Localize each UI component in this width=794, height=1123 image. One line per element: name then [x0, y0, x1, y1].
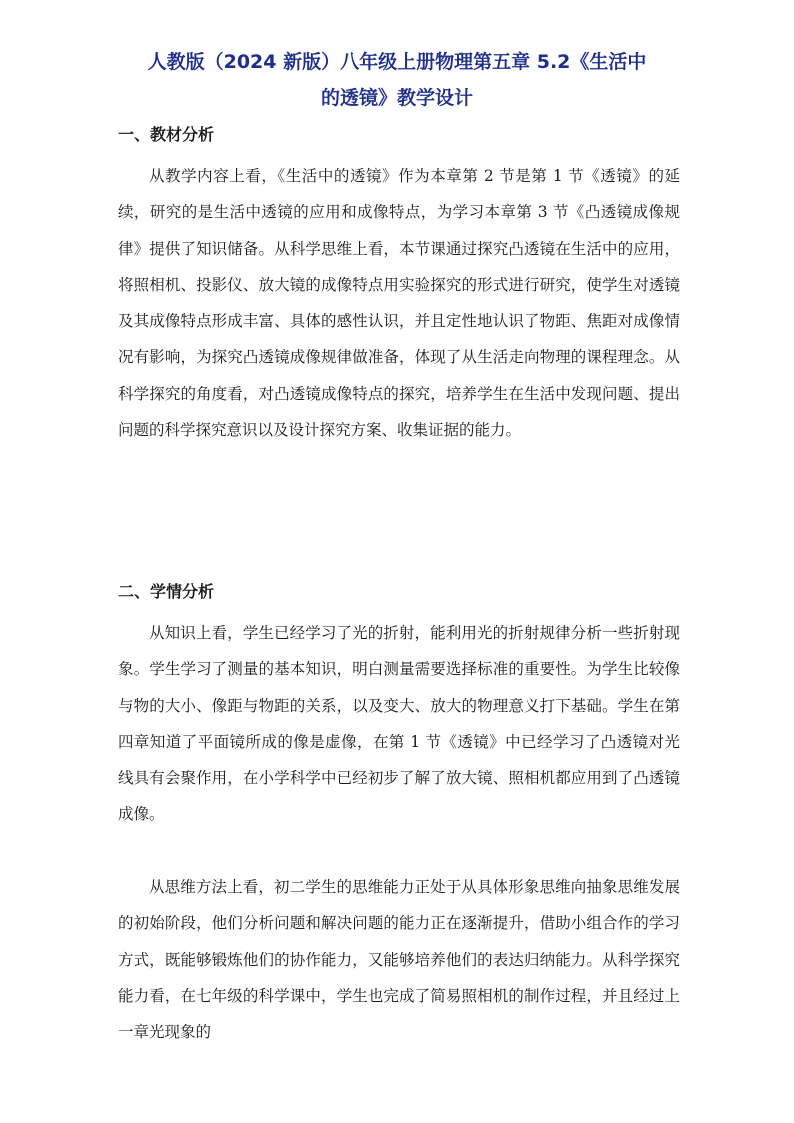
section-heading-student-analysis: 二、学情分析 — [118, 582, 215, 601]
document-title-line-2: 的透镜》教学设计 — [320, 87, 473, 109]
document-title-line-1: 人教版（2024 新版）八年级上册物理第五章 5.2《生活中 — [147, 51, 647, 73]
paragraph-student-knowledge: 从知识上看，学生已经学习了光的折射，能利用光的折射规律分析一些折射现象。学生学习了测量的基本知识，明白测量需要选择标准的重要性。为学生比较像与物的大小、像距与物距的关系，以及变大、放大的物理意义打下基础。学生在第四章知道了平面镜所成的像是虚像，在第 1 节《透镜》中已经学习了凸透镜对光线具有会聚作用，在小学科学中已经初步了解了放大镜、照相机都应用到了凸透镜成像。 — [118, 624, 680, 824]
paragraph-student-thinking: 从思维方法上看，初二学生的思维能力正处于从具体形象思维向抽象思维发展的初始阶段，他们分析问题和解决问题的能力正在逐渐提升，借助小组合作的学习方式，既能够锻炼他们的协作能力，又能够培养他们的表达归纳能力。从科学探究能力看，在七年级的科学课中，学生也完成了简易照相机的制作过程，并且经过上一章光现象的 — [118, 878, 680, 1042]
section-heading-textbook-analysis: 一、教材分析 — [118, 125, 215, 144]
paragraph-textbook-analysis: 从教学内容上看，《生活中的透镜》作为本章第 2 节是第 1 节《透镜》的延续，研究的是生活中透镜的应用和成像特点，为学习本章第 3 节《凸透镜成像规律》提供了知识储备。从科学思维上看，本节课通过探究凸透镜在生活中的应用，将照相机、投影仪、放大镜的成像特点用实验探究的形式进行研究，使学生对透镜及其成像特点形成丰富、具体的感性认识，并且定性地认识了物距、焦距对成像情况有影响，为探究凸透镜成像规律做准备，体现了从生活走向物理的课程理念。从科学探究的角度看，对凸透镜成像特点的探究，培养学生在生活中发现问题、提出问题的科学探究意识以及设计探究方案、收集证据的能力。 — [118, 167, 680, 440]
